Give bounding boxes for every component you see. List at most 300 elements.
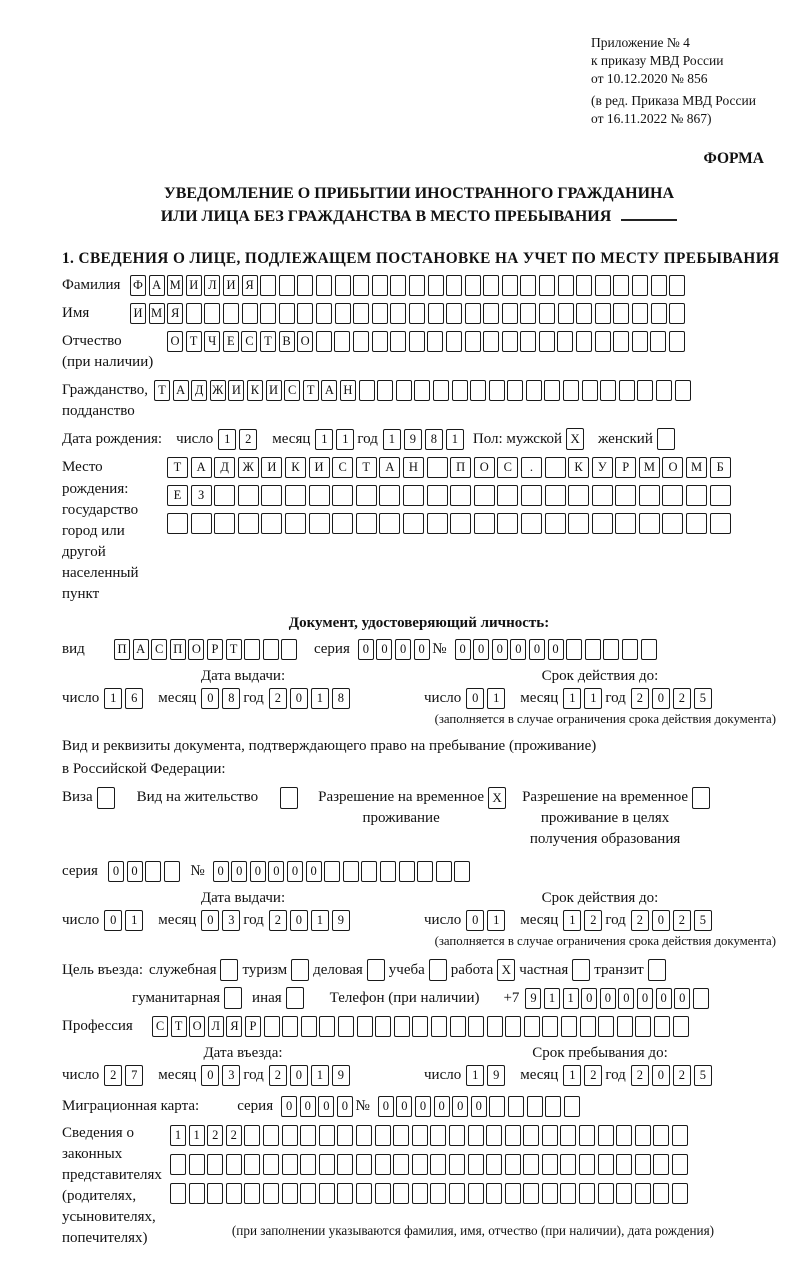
char-cell[interactable]: С [332, 457, 353, 478]
char-cell[interactable]: 1 [383, 429, 401, 450]
char-cell[interactable] [613, 303, 629, 324]
char-cell[interactable] [244, 1125, 260, 1146]
char-cell[interactable] [468, 1154, 484, 1175]
char-cell[interactable]: 0 [300, 1096, 316, 1117]
char-cell[interactable]: С [151, 639, 167, 660]
char-cell[interactable]: И [223, 275, 239, 296]
char-cell[interactable] [319, 1183, 335, 1204]
char-cell[interactable] [390, 303, 406, 324]
char-cell[interactable] [468, 1016, 484, 1037]
char-cell[interactable] [264, 1016, 280, 1037]
char-cell[interactable] [686, 513, 707, 534]
char-cell[interactable] [523, 1125, 539, 1146]
char-cell[interactable] [359, 380, 375, 401]
purpose-private-checkbox[interactable] [572, 959, 590, 981]
char-cell[interactable] [576, 275, 592, 296]
char-cell[interactable] [539, 275, 555, 296]
char-cell[interactable] [557, 331, 573, 352]
char-cell[interactable] [309, 485, 330, 506]
char-cell[interactable] [520, 275, 536, 296]
char-cell[interactable]: 1 [311, 910, 329, 931]
profession-boxes[interactable] [152, 1015, 691, 1037]
char-cell[interactable]: 0 [548, 639, 564, 660]
char-cell[interactable]: 1 [311, 1065, 329, 1086]
char-cell[interactable]: 2 [269, 1065, 287, 1086]
char-cell[interactable] [487, 1016, 503, 1037]
char-cell[interactable] [449, 1183, 465, 1204]
char-cell[interactable]: 0 [201, 1065, 219, 1086]
char-cell[interactable] [580, 1016, 596, 1037]
char-cell[interactable]: Т [167, 457, 188, 478]
char-cell[interactable] [189, 1183, 205, 1204]
char-cell[interactable]: 5 [694, 688, 712, 709]
purpose-work-checkbox[interactable]: X [497, 959, 515, 981]
char-cell[interactable]: О [662, 457, 683, 478]
char-cell[interactable]: П [170, 639, 186, 660]
char-cell[interactable]: 2 [226, 1125, 242, 1146]
char-cell[interactable] [145, 861, 161, 882]
char-cell[interactable] [651, 275, 667, 296]
birth-place-boxes-row2[interactable] [167, 484, 733, 506]
char-cell[interactable] [189, 1154, 205, 1175]
char-cell[interactable]: Д [191, 380, 207, 401]
residence-series-boxes[interactable] [108, 860, 182, 882]
char-cell[interactable] [353, 331, 369, 352]
char-cell[interactable]: 0 [618, 988, 634, 1009]
char-cell[interactable] [343, 861, 359, 882]
char-cell[interactable] [613, 331, 629, 352]
char-cell[interactable] [653, 1125, 669, 1146]
char-cell[interactable] [505, 1183, 521, 1204]
char-cell[interactable] [301, 1016, 317, 1037]
char-cell[interactable]: Я [226, 1016, 242, 1037]
char-cell[interactable] [379, 513, 400, 534]
char-cell[interactable] [595, 303, 611, 324]
patronymic-boxes[interactable] [167, 330, 688, 352]
char-cell[interactable] [450, 1016, 466, 1037]
char-cell[interactable] [396, 380, 412, 401]
char-cell[interactable] [474, 513, 495, 534]
char-cell[interactable]: 0 [395, 639, 411, 660]
residence-valid-year[interactable] [631, 910, 715, 931]
char-cell[interactable] [244, 1183, 260, 1204]
char-cell[interactable]: 0 [290, 1065, 308, 1086]
char-cell[interactable]: 1 [563, 988, 579, 1009]
char-cell[interactable]: 1 [104, 688, 122, 709]
char-cell[interactable] [332, 485, 353, 506]
char-cell[interactable] [616, 1183, 632, 1204]
char-cell[interactable]: Р [615, 457, 636, 478]
stay-month[interactable] [563, 1065, 605, 1086]
char-cell[interactable] [412, 1016, 428, 1037]
char-cell[interactable] [598, 1125, 614, 1146]
char-cell[interactable] [417, 861, 433, 882]
char-cell[interactable] [446, 275, 462, 296]
char-cell[interactable] [483, 331, 499, 352]
char-cell[interactable]: 9 [332, 910, 350, 931]
char-cell[interactable] [191, 513, 212, 534]
char-cell[interactable]: 1 [487, 688, 505, 709]
char-cell[interactable]: 1 [544, 988, 560, 1009]
char-cell[interactable] [639, 513, 660, 534]
char-cell[interactable] [427, 331, 443, 352]
char-cell[interactable] [372, 331, 388, 352]
char-cell[interactable]: Т [186, 331, 202, 352]
char-cell[interactable] [579, 1183, 595, 1204]
residence-issue-month[interactable] [201, 910, 243, 931]
char-cell[interactable]: 1 [466, 1065, 484, 1086]
char-cell[interactable] [558, 275, 574, 296]
char-cell[interactable]: 3 [222, 910, 240, 931]
char-cell[interactable] [675, 380, 691, 401]
entry-month[interactable] [201, 1065, 243, 1086]
char-cell[interactable]: Т [226, 639, 242, 660]
char-cell[interactable]: Е [223, 331, 239, 352]
char-cell[interactable] [617, 1016, 633, 1037]
char-cell[interactable] [403, 485, 424, 506]
char-cell[interactable] [603, 639, 619, 660]
char-cell[interactable]: 0 [201, 688, 219, 709]
char-cell[interactable] [545, 1096, 561, 1117]
char-cell[interactable] [454, 861, 470, 882]
char-cell[interactable] [595, 331, 611, 352]
char-cell[interactable]: 5 [694, 1065, 712, 1086]
char-cell[interactable] [507, 380, 523, 401]
char-cell[interactable] [489, 380, 505, 401]
char-cell[interactable] [428, 303, 444, 324]
char-cell[interactable]: А [133, 639, 149, 660]
purpose-humanitarian-checkbox[interactable] [224, 987, 242, 1009]
representatives-boxes-row2[interactable] [170, 1153, 691, 1175]
char-cell[interactable]: 0 [510, 639, 526, 660]
char-cell[interactable] [520, 303, 536, 324]
char-cell[interactable] [582, 380, 598, 401]
char-cell[interactable] [279, 303, 295, 324]
char-cell[interactable] [446, 303, 462, 324]
char-cell[interactable]: М [167, 275, 183, 296]
char-cell[interactable] [672, 1183, 688, 1204]
char-cell[interactable]: С [152, 1016, 168, 1037]
residence-issue-year[interactable] [269, 910, 353, 931]
char-cell[interactable] [285, 485, 306, 506]
char-cell[interactable] [403, 513, 424, 534]
char-cell[interactable] [686, 485, 707, 506]
char-cell[interactable] [263, 639, 279, 660]
char-cell[interactable] [710, 485, 731, 506]
char-cell[interactable] [449, 1154, 465, 1175]
char-cell[interactable] [214, 485, 235, 506]
char-cell[interactable] [261, 485, 282, 506]
char-cell[interactable] [662, 485, 683, 506]
char-cell[interactable]: 0 [455, 639, 471, 660]
char-cell[interactable]: С [284, 380, 300, 401]
char-cell[interactable] [505, 1154, 521, 1175]
char-cell[interactable] [393, 1154, 409, 1175]
char-cell[interactable]: 6 [125, 688, 143, 709]
char-cell[interactable] [260, 275, 276, 296]
char-cell[interactable] [186, 303, 202, 324]
char-cell[interactable] [375, 1183, 391, 1204]
char-cell[interactable] [545, 457, 566, 478]
char-cell[interactable] [300, 1183, 316, 1204]
char-cell[interactable] [356, 1154, 372, 1175]
char-cell[interactable]: 0 [414, 639, 430, 660]
char-cell[interactable] [357, 1016, 373, 1037]
char-cell[interactable]: 2 [269, 688, 287, 709]
char-cell[interactable] [446, 331, 462, 352]
char-cell[interactable] [214, 513, 235, 534]
char-cell[interactable] [598, 1154, 614, 1175]
char-cell[interactable] [654, 1016, 670, 1037]
char-cell[interactable]: 0 [127, 861, 143, 882]
char-cell[interactable]: Т [260, 331, 276, 352]
char-cell[interactable] [244, 1154, 260, 1175]
char-cell[interactable] [523, 1154, 539, 1175]
char-cell[interactable]: Ж [210, 380, 226, 401]
char-cell[interactable]: 1 [563, 688, 581, 709]
char-cell[interactable] [170, 1154, 186, 1175]
char-cell[interactable] [449, 1125, 465, 1146]
char-cell[interactable] [672, 1154, 688, 1175]
identity-doc-series-boxes[interactable] [358, 638, 432, 660]
char-cell[interactable]: 2 [584, 1065, 602, 1086]
char-cell[interactable] [662, 513, 683, 534]
residence-issue-day[interactable] [104, 910, 146, 931]
char-cell[interactable] [164, 861, 180, 882]
char-cell[interactable] [669, 331, 685, 352]
char-cell[interactable] [393, 1125, 409, 1146]
char-cell[interactable]: 0 [600, 988, 616, 1009]
char-cell[interactable] [673, 1016, 689, 1037]
char-cell[interactable]: 0 [281, 1096, 297, 1117]
char-cell[interactable] [300, 1154, 316, 1175]
char-cell[interactable] [497, 513, 518, 534]
char-cell[interactable] [450, 513, 471, 534]
char-cell[interactable] [542, 1125, 558, 1146]
char-cell[interactable] [263, 1183, 279, 1204]
char-cell[interactable] [431, 1016, 447, 1037]
char-cell[interactable] [483, 303, 499, 324]
char-cell[interactable] [641, 639, 657, 660]
char-cell[interactable] [505, 1016, 521, 1037]
char-cell[interactable] [502, 303, 518, 324]
char-cell[interactable] [598, 1183, 614, 1204]
char-cell[interactable]: Н [340, 380, 356, 401]
char-cell[interactable] [332, 513, 353, 534]
representatives-boxes-row1[interactable] [170, 1123, 691, 1145]
char-cell[interactable] [520, 331, 536, 352]
char-cell[interactable] [564, 1096, 580, 1117]
char-cell[interactable]: 0 [290, 910, 308, 931]
char-cell[interactable] [242, 303, 258, 324]
char-cell[interactable] [545, 513, 566, 534]
char-cell[interactable] [412, 1125, 428, 1146]
char-cell[interactable] [428, 275, 444, 296]
char-cell[interactable] [380, 861, 396, 882]
char-cell[interactable] [653, 1183, 669, 1204]
char-cell[interactable]: Т [171, 1016, 187, 1037]
gender-female-checkbox[interactable] [657, 428, 675, 450]
char-cell[interactable] [167, 513, 188, 534]
char-cell[interactable] [244, 639, 260, 660]
char-cell[interactable] [409, 275, 425, 296]
char-cell[interactable] [465, 303, 481, 324]
birth-year-boxes[interactable] [383, 428, 467, 450]
char-cell[interactable] [526, 380, 542, 401]
char-cell[interactable]: Т [356, 457, 377, 478]
char-cell[interactable]: 0 [378, 1096, 394, 1117]
char-cell[interactable] [238, 513, 259, 534]
char-cell[interactable]: 1 [563, 1065, 581, 1086]
char-cell[interactable] [204, 303, 220, 324]
birth-place-boxes-row3[interactable] [167, 512, 733, 534]
char-cell[interactable]: С [497, 457, 518, 478]
char-cell[interactable]: 0 [656, 988, 672, 1009]
char-cell[interactable]: 0 [231, 861, 247, 882]
char-cell[interactable] [399, 861, 415, 882]
char-cell[interactable] [639, 485, 660, 506]
char-cell[interactable] [508, 1096, 524, 1117]
char-cell[interactable] [598, 1016, 614, 1037]
identity-valid-month[interactable] [563, 688, 605, 709]
char-cell[interactable]: 0 [290, 688, 308, 709]
char-cell[interactable]: А [173, 380, 189, 401]
char-cell[interactable] [337, 1183, 353, 1204]
char-cell[interactable]: Н [403, 457, 424, 478]
char-cell[interactable]: Т [303, 380, 319, 401]
char-cell[interactable]: 0 [581, 988, 597, 1009]
char-cell[interactable]: Ф [130, 275, 146, 296]
char-cell[interactable] [375, 1016, 391, 1037]
char-cell[interactable]: 0 [396, 1096, 412, 1117]
purpose-study-checkbox[interactable] [429, 959, 447, 981]
char-cell[interactable] [616, 1154, 632, 1175]
char-cell[interactable] [560, 1154, 576, 1175]
char-cell[interactable] [414, 380, 430, 401]
char-cell[interactable] [502, 275, 518, 296]
char-cell[interactable] [653, 1154, 669, 1175]
char-cell[interactable]: Р [245, 1016, 261, 1037]
char-cell[interactable]: 0 [250, 861, 266, 882]
identity-doc-number-boxes[interactable] [455, 638, 660, 660]
residence-valid-month[interactable] [563, 910, 605, 931]
stay-year[interactable] [631, 1065, 715, 1086]
char-cell[interactable]: 2 [269, 910, 287, 931]
char-cell[interactable]: 0 [473, 639, 489, 660]
char-cell[interactable] [576, 331, 592, 352]
char-cell[interactable] [651, 303, 667, 324]
char-cell[interactable]: 1 [125, 910, 143, 931]
char-cell[interactable]: И [266, 380, 282, 401]
char-cell[interactable] [635, 1125, 651, 1146]
char-cell[interactable] [353, 303, 369, 324]
char-cell[interactable] [223, 303, 239, 324]
char-cell[interactable]: О [167, 331, 183, 352]
char-cell[interactable]: 1 [446, 429, 464, 450]
char-cell[interactable] [427, 485, 448, 506]
char-cell[interactable]: 2 [239, 429, 257, 450]
edu-permit-checkbox[interactable] [692, 787, 710, 809]
char-cell[interactable] [337, 1154, 353, 1175]
char-cell[interactable] [390, 275, 406, 296]
char-cell[interactable]: 0 [306, 861, 322, 882]
char-cell[interactable]: 0 [213, 861, 229, 882]
char-cell[interactable] [433, 380, 449, 401]
char-cell[interactable]: 5 [694, 910, 712, 931]
char-cell[interactable]: 2 [673, 910, 691, 931]
birth-place-boxes-row1[interactable] [167, 456, 733, 478]
char-cell[interactable] [672, 1125, 688, 1146]
char-cell[interactable] [523, 1183, 539, 1204]
char-cell[interactable]: Т [154, 380, 170, 401]
char-cell[interactable]: 0 [652, 910, 670, 931]
citizenship-boxes[interactable] [154, 379, 693, 401]
char-cell[interactable]: 0 [466, 910, 484, 931]
char-cell[interactable] [261, 513, 282, 534]
char-cell[interactable]: 7 [125, 1065, 143, 1086]
char-cell[interactable]: С [241, 331, 257, 352]
char-cell[interactable] [356, 1125, 372, 1146]
char-cell[interactable] [279, 275, 295, 296]
char-cell[interactable] [710, 513, 731, 534]
char-cell[interactable]: 3 [222, 1065, 240, 1086]
char-cell[interactable] [693, 988, 709, 1009]
residence-number-boxes[interactable] [213, 860, 473, 882]
residence-valid-day[interactable] [466, 910, 508, 931]
char-cell[interactable] [544, 380, 560, 401]
char-cell[interactable]: 2 [673, 688, 691, 709]
char-cell[interactable] [334, 331, 350, 352]
char-cell[interactable] [635, 1016, 651, 1037]
char-cell[interactable]: 2 [631, 910, 649, 931]
char-cell[interactable] [319, 1154, 335, 1175]
char-cell[interactable]: 8 [222, 688, 240, 709]
char-cell[interactable]: 8 [332, 688, 350, 709]
char-cell[interactable]: 9 [332, 1065, 350, 1086]
char-cell[interactable] [474, 485, 495, 506]
char-cell[interactable] [377, 380, 393, 401]
surname-boxes[interactable] [130, 274, 688, 296]
char-cell[interactable] [615, 485, 636, 506]
char-cell[interactable]: 0 [466, 688, 484, 709]
char-cell[interactable]: 1 [218, 429, 236, 450]
char-cell[interactable] [585, 639, 601, 660]
char-cell[interactable]: В [279, 331, 295, 352]
char-cell[interactable] [656, 380, 672, 401]
representatives-boxes-row3[interactable] [170, 1182, 691, 1204]
char-cell[interactable] [669, 303, 685, 324]
char-cell[interactable] [353, 275, 369, 296]
char-cell[interactable] [650, 331, 666, 352]
char-cell[interactable]: О [474, 457, 495, 478]
purpose-tourism-checkbox[interactable] [291, 959, 309, 981]
char-cell[interactable] [372, 275, 388, 296]
char-cell[interactable]: 0 [268, 861, 284, 882]
char-cell[interactable]: 1 [563, 910, 581, 931]
char-cell[interactable] [497, 485, 518, 506]
gender-male-checkbox[interactable]: X [566, 428, 584, 450]
char-cell[interactable]: Б [710, 457, 731, 478]
char-cell[interactable]: 9 [487, 1065, 505, 1086]
char-cell[interactable]: М [686, 457, 707, 478]
char-cell[interactable] [393, 1183, 409, 1204]
char-cell[interactable]: А [191, 457, 212, 478]
char-cell[interactable]: У [592, 457, 613, 478]
char-cell[interactable] [263, 1154, 279, 1175]
char-cell[interactable]: 1 [189, 1125, 205, 1146]
char-cell[interactable] [319, 1016, 335, 1037]
residence-permit-checkbox[interactable] [280, 787, 298, 809]
